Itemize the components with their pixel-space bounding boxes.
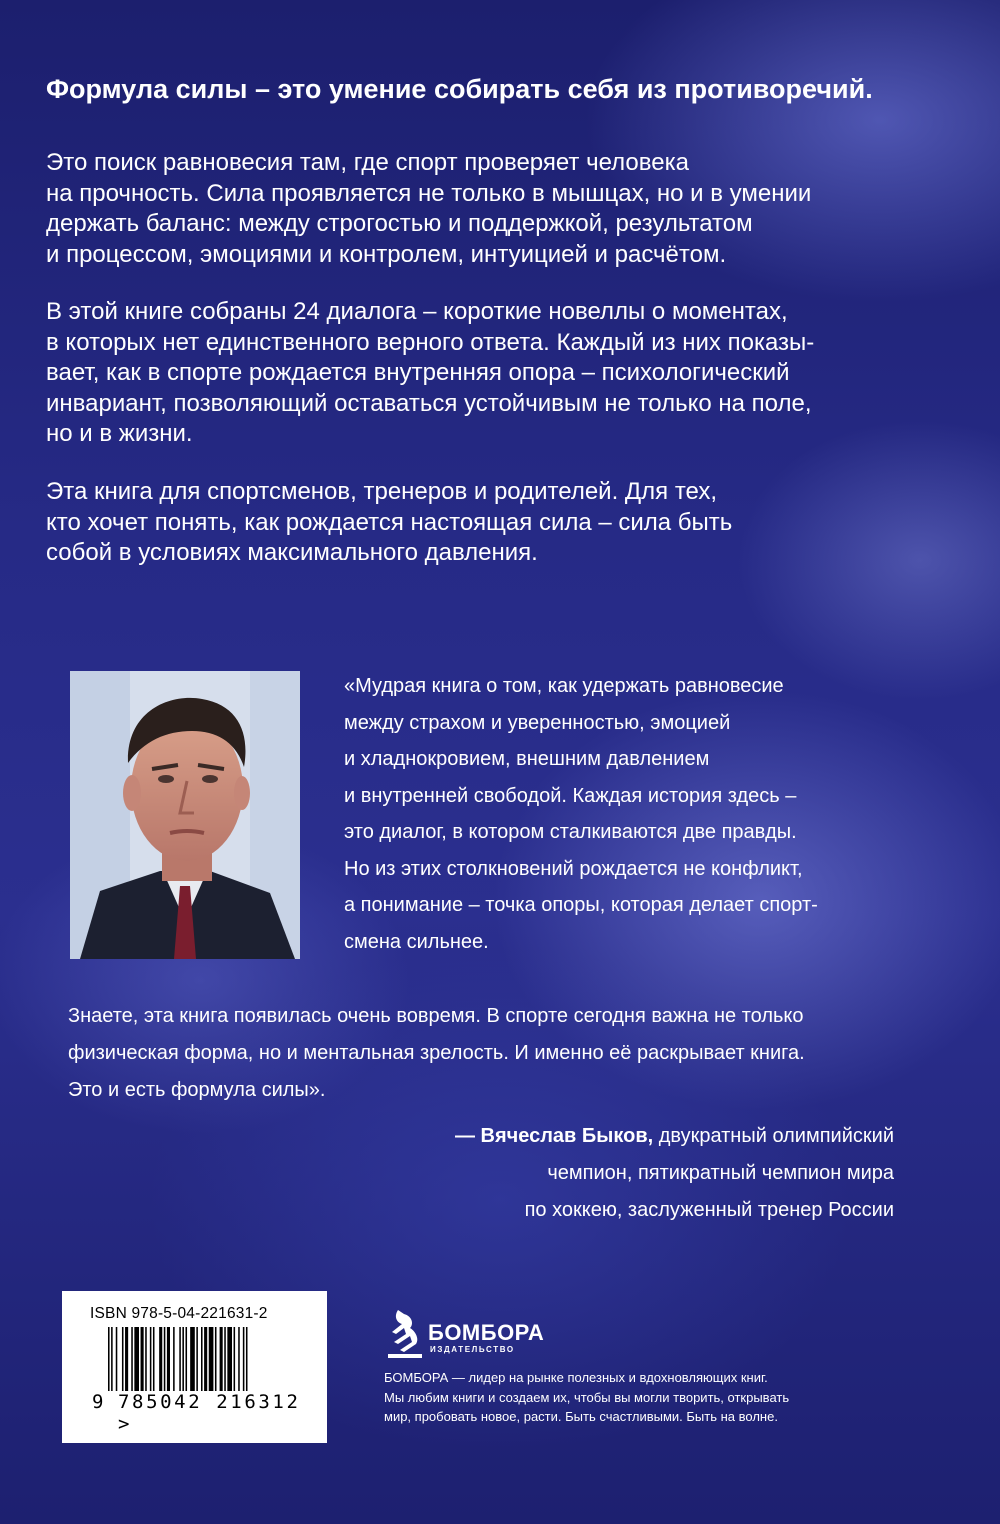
quote-line: Это и есть формула силы». [68,1079,326,1101]
text-line: Это поиск равновесия там, где спорт проверяет человека [46,149,689,176]
intro-paragraph-3 [46,477,926,569]
quote-line: это диалог, в котором сталкиваются две правды. [344,821,797,843]
portrait-illustration [70,671,300,959]
barcode-bars [108,1327,298,1391]
text-line: инвариант, позволяющий оставаться устойчивым не только на поле, [46,389,812,417]
ean-first-digit: 9 [92,1391,104,1413]
quote-line: и хладнокровием, внешним давлением [344,748,710,770]
text-line: вает, как в спорте рождается внутренняя опора – психологический [46,359,790,386]
text-line: на прочность. Сила проявляется не только в мышцах, но и в умении [46,179,812,207]
publisher-brand-name: БОМБОРА [428,1320,545,1345]
quote-attribution [455,1118,894,1229]
quote-line: между страхом и уверенностью, эмоцией [344,711,731,734]
quote-line: смена сильнее. [344,930,489,953]
author-title: чемпион, пятикратный чемпион мира [547,1162,894,1184]
quote-line: Но из этих столкновений рождается не конфликт, [344,857,803,880]
author-name: — Вячеслав Быков, [454,1125,654,1147]
text-line: В этой книге собраны 24 диалога – короткие новеллы о моментах, [46,298,788,325]
quote-line: а понимание – точка опоры, которая делает спорт- [344,894,818,916]
text-line: и процессом, эмоциями и контролем, интуицией и расчётом. [46,240,727,268]
text-line: держать баланс: между строгостью и поддержкой, результатом [46,210,753,237]
isbn-number: ISBN 978-5-04-221631-2 [90,1305,268,1322]
bombora-logo-icon [384,1308,424,1365]
text-line: Эта книга для спортсменов, тренеров и родителей. Для тех, [46,478,718,505]
text-line: кто хочет понять, как рождается настоящая сила – сила быть [46,508,733,536]
text-line: собой в условиях максимального давления. [46,539,538,566]
publisher-description [384,1368,944,1427]
text-line: но и в жизни. [46,420,193,447]
author-portrait-photo [70,671,300,959]
author-title: по хоккею, заслуженный тренер России [524,1199,894,1221]
quote-line: и внутренней свободой. Каждая история здесь – [344,784,797,807]
intro-paragraph-2 [46,297,926,450]
isbn-barcode [62,1291,327,1443]
text-line: в которых нет единственного верного ответа. Каждый из них показы- [46,328,815,356]
testimonial-quote-continuation [68,998,948,1109]
publisher-line: Мы любим книги и создаем их, чтобы вы могли творить, открывать [384,1389,790,1405]
author-title: двукратный олимпийский [658,1125,894,1147]
ean-digits: 785042 216312 > [118,1391,301,1435]
quote-line: «Мудрая книга о том, как удержать равновесие [344,675,784,697]
publisher-line: мир, пробовать новое, расти. Быть счастливыми. Быть на волне. [384,1409,778,1424]
intro-paragraph-1 [46,148,926,270]
publisher-line: БОМБОРА — лидер на рынке полезных и вдохновляющих книг. [384,1370,768,1385]
publisher-brand-subtitle: ИЗДАТЕЛЬСТВО [430,1345,515,1354]
quote-line: Знаете, эта книга появилась очень вовремя. В спорте сегодня важна не только [68,1005,804,1027]
headline: Формула силы – это умение собирать себя из противоречий. [46,74,873,104]
quote-line: физическая форма, но и ментальная зрелость. И именно её раскрывает книга. [68,1042,805,1064]
testimonial-quote [344,668,944,960]
attribution-line-1 [455,1118,894,1155]
